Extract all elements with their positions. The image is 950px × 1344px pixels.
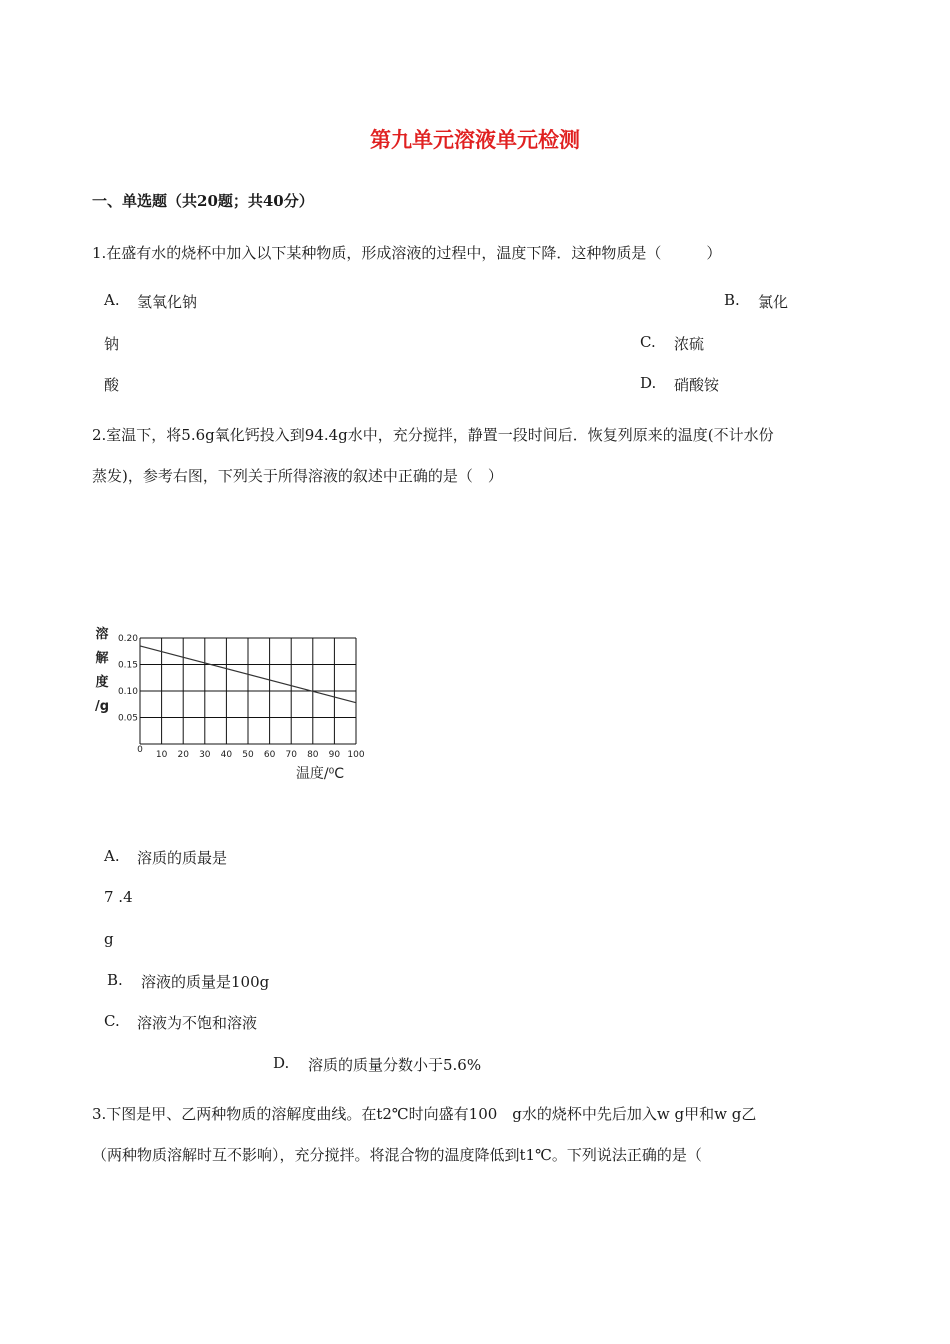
- q2-option-c-letter: C.: [104, 1012, 120, 1030]
- x-tick-label: 20: [177, 750, 189, 760]
- x-tick-label: 10: [155, 750, 168, 760]
- x-tick-label-zero: 0: [137, 745, 143, 755]
- q1-option-b-continuation: 钠: [104, 335, 120, 353]
- q1-option-a-letter: A.: [104, 291, 120, 309]
- q2-option-a-continuation-2: g: [104, 930, 114, 948]
- q1-option-c-text: 浓硫: [674, 335, 705, 353]
- y-tick-label: 0.10: [117, 687, 138, 697]
- q2-option-d-text: 溶质的质量分数小于5.6%: [308, 1056, 482, 1074]
- x-tick-label: 60: [263, 750, 276, 760]
- q2-option-b-letter: B.: [107, 971, 123, 989]
- q2-option-a-text: 溶质的质最是: [137, 849, 228, 867]
- section-heading: 一、单选题（共20题；共40分）: [92, 192, 314, 210]
- x-axis-label: 温度/⁰C: [295, 766, 345, 782]
- q1-option-b-text: 氯化: [758, 293, 789, 311]
- page-title: 第九单元溶液单元检测: [370, 127, 580, 152]
- x-tick-label: 100: [347, 750, 365, 760]
- y-axis-label-char: 度: [95, 675, 109, 690]
- q1-option-c-continuation: 酸: [104, 376, 120, 394]
- q1-stem: 1.在盛有水的烧杯中加入以下某种物质，形成溶液的过程中，温度下降．这种物质是（ ）: [92, 244, 722, 262]
- q2-stem-line1: 2.室温下，将5.6g氧化钙投入到94.4g水中，充分搅拌，静置一段时间后．恢复列原来的温度(不计水份: [92, 426, 774, 444]
- q3-stem-line2: （两种物质溶解时互不影响），充分搅拌。将混合物的温度降低到t1℃。下列说法正确的是（: [92, 1146, 702, 1164]
- q1-option-a-text: 氢氧化钠: [137, 293, 198, 311]
- y-tick-label: 0.15: [117, 660, 138, 671]
- y-axis-label-char: 溶: [95, 627, 109, 642]
- q2-option-b-text: 溶液的质量是100g: [141, 973, 270, 991]
- x-tick-label: 50: [242, 750, 254, 760]
- x-tick-label: 70: [285, 750, 297, 760]
- q2-stem-line2: 蒸发)，参考右图，下列关于所得溶液的叙述中正确的是（ ）: [92, 467, 503, 485]
- q3-stem-line1: 3.下图是甲、乙两种物质的溶解度曲线。在t2℃时向盛有100 g水的烧杯中先后加入w g甲和w g乙: [92, 1105, 757, 1123]
- q1-option-c-letter: C.: [640, 333, 656, 351]
- x-tick-label: 90: [328, 750, 341, 760]
- x-tick-label: 40: [220, 750, 233, 760]
- x-tick-label: 80: [307, 750, 319, 760]
- q2-option-c-text: 溶液为不饱和溶液: [137, 1014, 258, 1032]
- q1-option-d-text: 硝酸铵: [674, 376, 720, 394]
- y-axis-label-char: 解: [95, 651, 109, 666]
- q2-option-d-letter: D.: [273, 1054, 290, 1072]
- q1-option-b-letter: B.: [724, 291, 740, 309]
- solubility-chart: [90, 620, 380, 790]
- q2-option-a-letter: A.: [104, 847, 120, 865]
- y-tick-label: 0.20: [117, 634, 138, 644]
- q1-option-d-letter: D.: [640, 374, 657, 392]
- x-tick-label: 30: [199, 750, 211, 760]
- y-axis-label-char: /g: [94, 699, 110, 714]
- q2-option-a-continuation-1: 7 .4: [104, 888, 133, 906]
- y-tick-label: 0.05: [117, 713, 138, 724]
